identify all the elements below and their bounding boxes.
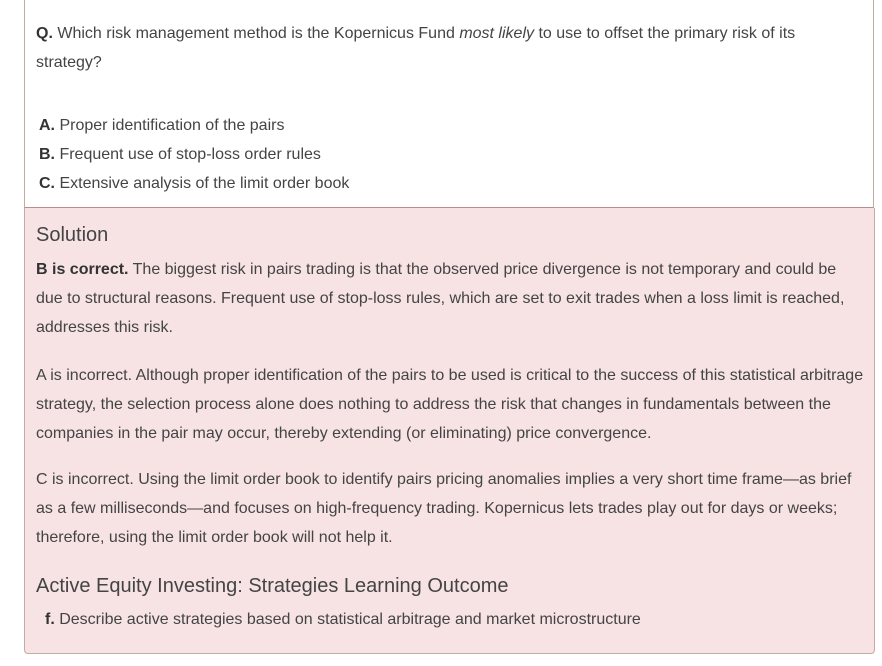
question-card <box>24 0 874 208</box>
option-a-text: Proper identification of the pairs <box>55 117 285 134</box>
option-c-letter: C. <box>39 175 55 192</box>
question-text <box>36 19 836 77</box>
option-a <box>39 111 349 140</box>
option-a-letter: A. <box>39 117 55 134</box>
option-c <box>39 169 349 198</box>
correct-text: The biggest risk in pairs trading is that the observed price divergence is not temporary and could be due to structural reasons. Frequent use of stop-loss rules, which are set to exit trades when a loss limit is reached, addresses this risk. <box>36 261 845 336</box>
solution-heading: Solution <box>36 224 109 246</box>
learning-outcome-item <box>45 605 641 634</box>
option-b-text: Frequent use of stop-loss order rules <box>55 146 321 163</box>
question-text-after: to use to offset the primary risk of its strategy? <box>36 25 796 71</box>
option-b <box>39 140 349 169</box>
question-prefix: Q. <box>36 25 53 42</box>
option-a-explanation: A is incorrect. Although proper identification of the pairs to be used is critical to the success of this statistical arbitrage strategy, the selection process alone does nothing to address the risk that changes in fundamentals between the companies in the pair may occur, thereby extending (or eliminating) price convergence. <box>36 367 864 442</box>
solution-card <box>24 208 875 654</box>
question-text-before: Which risk management method is the Kopernicus Fund <box>52 25 460 42</box>
correct-lead: B is correct. <box>36 261 129 278</box>
option-b-letter: B. <box>39 146 55 163</box>
learning-outcome-text: Describe active strategies based on statistical arbitrage and market microstructure <box>54 611 641 628</box>
learning-outcome-heading: Active Equity Investing: Strategies Learning Outcome <box>36 575 509 597</box>
option-c-explanation: C is incorrect. Using the limit order book to identify pairs pricing anomalies implies a very short time frame—as brief as a few milliseconds—and focuses on high-frequency trading. Kopernicus lets trades play out for days or weeks; therefore, using the limit order book will not help it. <box>36 471 852 546</box>
learning-outcome-letter: f. <box>45 611 55 628</box>
question-emphasis: most likely <box>459 25 534 42</box>
correct-explanation <box>36 255 866 342</box>
option-c-text: Extensive analysis of the limit order book <box>55 175 350 192</box>
answer-options <box>39 111 349 198</box>
